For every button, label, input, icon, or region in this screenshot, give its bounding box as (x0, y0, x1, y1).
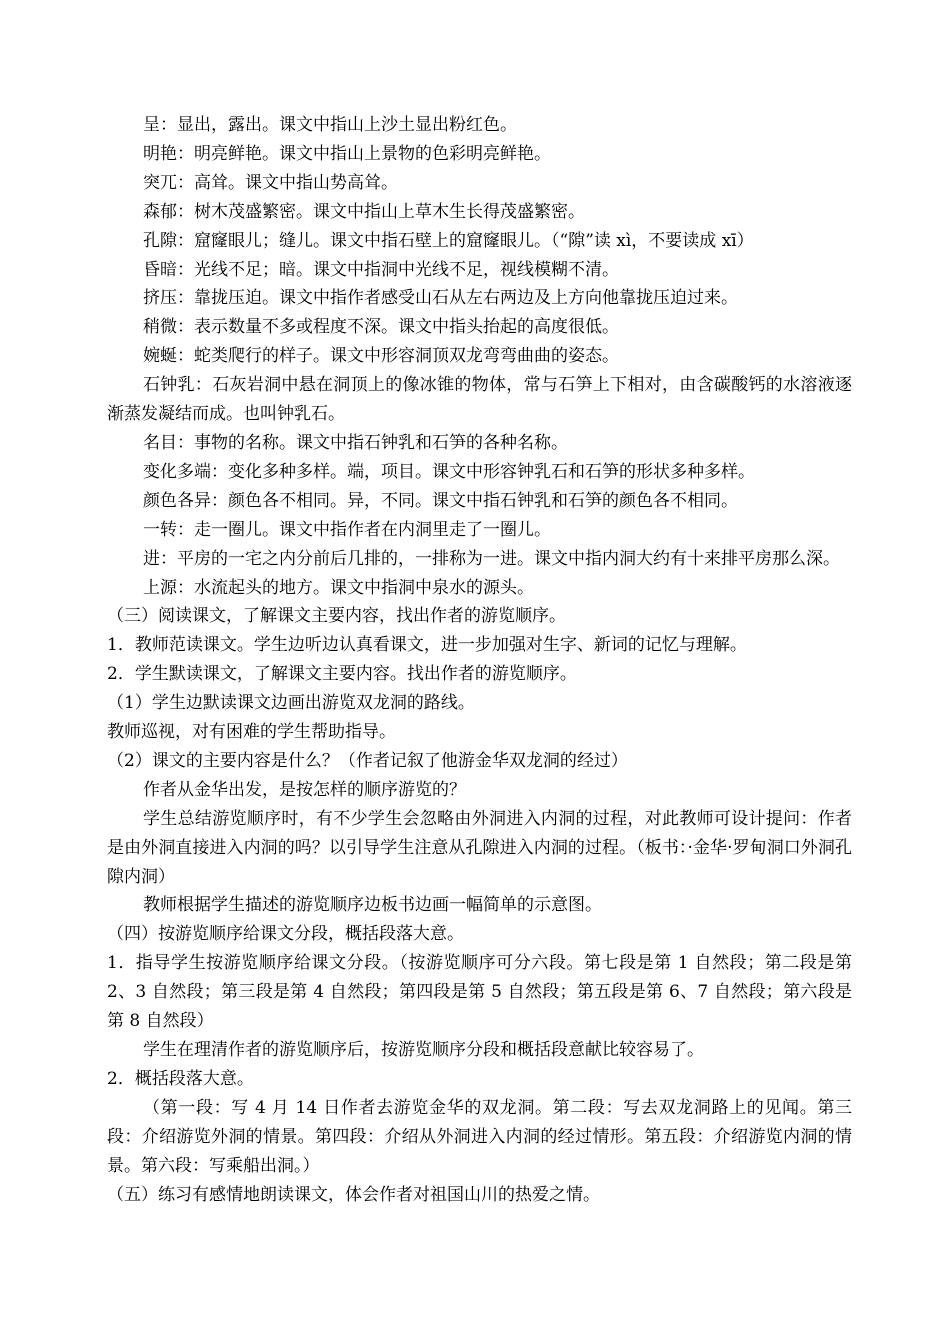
paragraph: 森郁：树木茂盛繁密。课文中指山上草木生长得茂盛繁密。 (143, 201, 585, 222)
paragraph: 2．学生默读课文，了解课文主要内容。找出作者的游览顺序。 (107, 664, 577, 685)
paragraph: 明艳：明亮鲜艳。课文中指山上景物的色彩明亮鲜艳。 (143, 143, 551, 164)
paragraph: 石钟乳：石灰岩洞中悬在洞顶上的像冰锥的物体，常与石笋上下相对，由含碳酸钙的水溶液逐渐蒸发凝结而成。也叫钟乳石。 (107, 375, 852, 425)
paragraph: 突兀：高耸。课文中指山势高耸。 (143, 172, 398, 193)
paragraph: 稍微：表示数量不多或程度不深。课文中指头抬起的高度很低。 (143, 317, 619, 338)
paragraph: （四）按游览顺序给课文分段，概括段落大意。 (107, 924, 464, 945)
paragraph: 孔隙：窟窿眼儿；缝儿。课文中指石壁上的窟窿眼儿。（“隙”读 xì，不要读成 xī） (143, 230, 754, 251)
paragraph: 婉蜒：蛇类爬行的样子。课文中形容洞顶双龙弯弯曲曲的姿态。 (143, 346, 619, 367)
paragraph: 1．教师范读课文。学生边听边认真看课文，进一步加强对生字、新词的记忆与理解。 (107, 635, 747, 656)
document-body (107, 111, 852, 1209)
paragraph: 作者从金华出发，是按怎样的顺序游览的？ (143, 779, 466, 800)
paragraph: 1．指导学生按游览顺序给课文分段。（按游览顺序可分六段。第七段是第 1 自然段；第二段是第 2、3 自然段；第三段是第 4 自然段；第四段是第 5 自然段；第五段是第 6、7 自然段；第六段是第 8 自然段） (107, 953, 852, 1032)
paragraph: 呈：显出，露出。课文中指山上沙土显出粉红色。 (143, 115, 517, 135)
paragraph: （五）练习有感情地朗读课文，体会作者对祖国山川的热爱之情。 (107, 1184, 600, 1205)
paragraph: （1）学生边默读课文边画出游览双龙洞的路线。 (107, 693, 475, 714)
paragraph: 一转：走一圈儿。课文中指作者在内洞里走了一圈儿。 (143, 519, 551, 540)
paragraph: 昏暗：光线不足；暗。课文中指洞中光线不足，视线模糊不清。 (143, 259, 619, 280)
paragraph: 学生在理清作者的游览顺序后，按游览顺序分段和概括段意献比较容易了。 (143, 1040, 704, 1060)
paragraph: 学生总结游览顺序时，有不少学生会忽略由外洞进入内洞的过程，对此教师可设计提问：作者是由外洞直接进入内洞的吗？以引导学生注意从孔隙进入内洞的过程。（板书：·金华·罗甸洞口外洞孔隙内洞） (107, 808, 852, 887)
paragraph: 教师巡视，对有困难的学生帮助指导。 (107, 722, 396, 743)
paragraph: 颜色各异：颜色各不相同。异，不同。课文中指石钟乳和石笋的颜色各不相同。 (143, 490, 738, 511)
paragraph: 2．概括段落大意。 (107, 1068, 254, 1089)
paragraph: 挤压：靠拢压迫。课文中指作者感受山石从左右两边及上方向他靠拢压迫过来。 (143, 288, 738, 309)
paragraph: 名目：事物的名称。课文中指石钟乳和石笋的各种名称。 (143, 432, 568, 453)
paragraph: （2）课文的主要内容是什么？（作者记叙了他游金华双龙洞的经过） (107, 750, 628, 771)
paragraph: （三）阅读课文，了解课文主要内容，找出作者的游览顺序。 (107, 606, 566, 627)
paragraph: 上源：水流起头的地方。课文中指洞中泉水的源头。 (143, 577, 534, 598)
paragraph: 教师根据学生描述的游览顺序边板书边画一幅简单的示意图。 (143, 895, 602, 916)
paragraph: 进：平房的一宅之内分前后几排的，一排称为一进。课文中指内洞大约有十来排平房那么深。 (143, 548, 840, 569)
paragraph: 变化多端：变化多种多样。端，项目。课文中形容钟乳石和石笋的形状多种多样。 (143, 461, 755, 482)
paragraph: （第一段：写 4 月 14 日作者去游览金华的双龙洞。第二段：写去双龙洞路上的见闻。第三段：介绍游览外洞的情景。第四段：介绍从外洞进入内洞的经过情形。第五段：介绍游览内洞的情景。第六段：写乘船出洞。） (107, 1097, 852, 1176)
